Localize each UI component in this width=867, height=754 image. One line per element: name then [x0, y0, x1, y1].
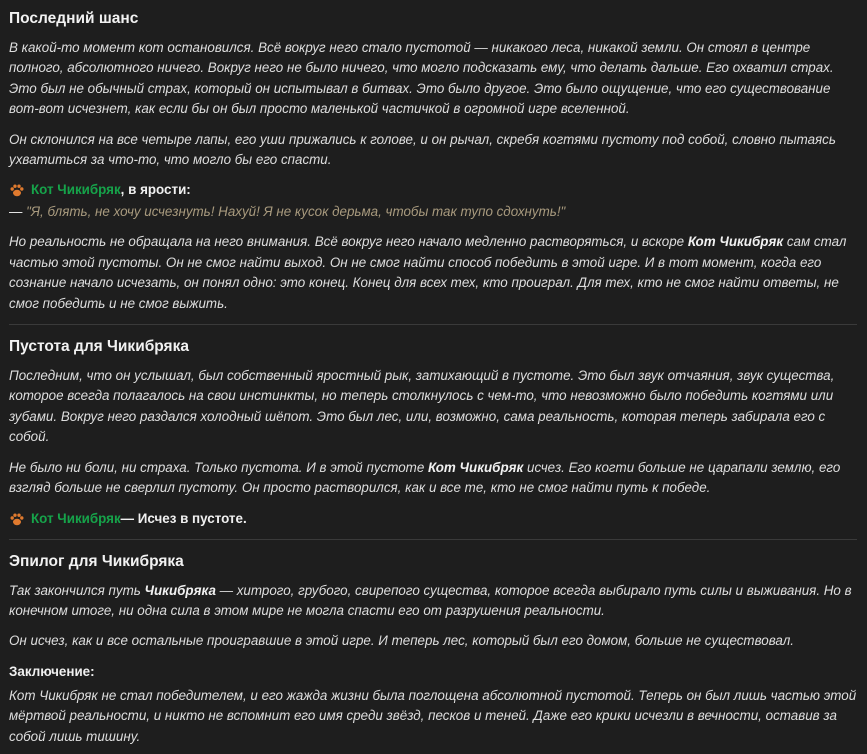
character-name: Чикибряка	[144, 582, 216, 598]
section-divider	[9, 539, 857, 540]
quote-line	[9, 202, 857, 222]
speaker-suffix: — Исчез в пустоте.	[120, 510, 247, 526]
character-name: Кот Чикибряк	[687, 234, 784, 250]
paw-icon	[9, 182, 25, 198]
speaker-name: Кот Чикибряк	[31, 510, 121, 526]
text-run: Так закончился путь	[9, 582, 145, 598]
section-title: Пустота для Чикибряка	[9, 338, 189, 356]
section-title: Эпилог для Чикибряка	[9, 552, 184, 570]
section-divider	[9, 324, 857, 325]
text-run: сам стал частью этой пустоты. Он не смог найти выход. Он не смог найти способ победить в этой игре. И в тот момент, когда его сознание начало исчезать, он понял одно: это конец. Конец для всех тех, кто проиграл. Для тех, кто не смог найти ответы, не смог победить и не смог выжить.	[9, 234, 847, 311]
quote-text: "Я, блять, не хочу исчезнуть! Нахуй! Я не кусок дерьма, чтобы так тупо сдохнуть!"	[26, 204, 566, 220]
text-run: Но реальность не обращала на него внимания. Всё вокруг него начало медленно растворяться, и вскоре	[9, 234, 688, 250]
paw-icon	[9, 511, 25, 527]
character-name: Кот Чикибряк	[428, 459, 524, 475]
text-run: исчез. Его когти больше не царапали землю, его взгляд больше не сверлил пустоту. Он просто растворился, как и все те, кто не смог найти путь к победе.	[9, 459, 841, 496]
speaker-line	[9, 180, 857, 200]
paragraph	[9, 232, 857, 314]
paragraph: Он склонился на все четыре лапы, его уши прижались к голове, и он рычал, скребя когтями пустоту под собой, словно пытаясь ухватиться за что-то, что могло бы его спасти.	[9, 131, 836, 168]
section-title: Последний шанс	[9, 10, 139, 27]
paragraph: Кот Чикибряк не стал победителем, и его жажда жизни была поглощена абсолютной пустотой. Теперь он был лишь частью этой мёртвой реальности, и никто не вспомнит его имя среди звёзд, песков и теней. Даже его крики исчезли в вечности, оставив за собой лишь тишину.	[9, 687, 857, 744]
text-run: Не было ни боли, ни страха. Только пустота. И в этой пустоте	[9, 459, 428, 475]
speaker-suffix: , в ярости:	[120, 182, 191, 198]
paragraph: Он исчез, как и все остальные проигравшие в этой игре. И теперь лес, который был его домом, больше не существовал.	[9, 633, 794, 649]
conclusion-label: Заключение:	[9, 663, 95, 679]
paragraph: В какой-то момент кот остановился. Всё вокруг него стало пустотой — никакого леса, никакой земли. Он стоял в центре полного, абсолютного ничего. Вокруг него не было ничего, что могло подсказать ему, что делать дальше. Его охватил страх. Это был не обычный страх, который он испытывал в битвах. Это было другое. Это было ощущение, что его существование вот-вот исчезнет, как если бы он был просто маленькой частичкой в огромной игре вселенной.	[9, 40, 834, 117]
quote-dash: —	[9, 204, 23, 220]
text-run: — хитрого, грубого, свирепого существа, которое всегда выбирало путь силы и выживания. Но в конечном итоге, ни одна сила в этом мире не могла спасти его от разрушения реальности.	[9, 582, 852, 618]
speaker-name: Кот Чикибряк	[31, 182, 121, 198]
speaker-line	[9, 509, 857, 529]
paragraph	[9, 581, 857, 622]
paragraph: Последним, что он услышал, был собственный яростный рык, затихающий в пустоте. Это был звук отчаяния, звук существа, которое всегда полагалось на свои инстинкты, но теперь столкнулось с чем-то, что невозможно было победить когтями или зубами. Вокруг него раздался холодный шёпот. Это был лес, или, возможно, сама реальность, которая теперь забирала его с собой.	[9, 368, 835, 445]
paragraph	[9, 458, 857, 499]
